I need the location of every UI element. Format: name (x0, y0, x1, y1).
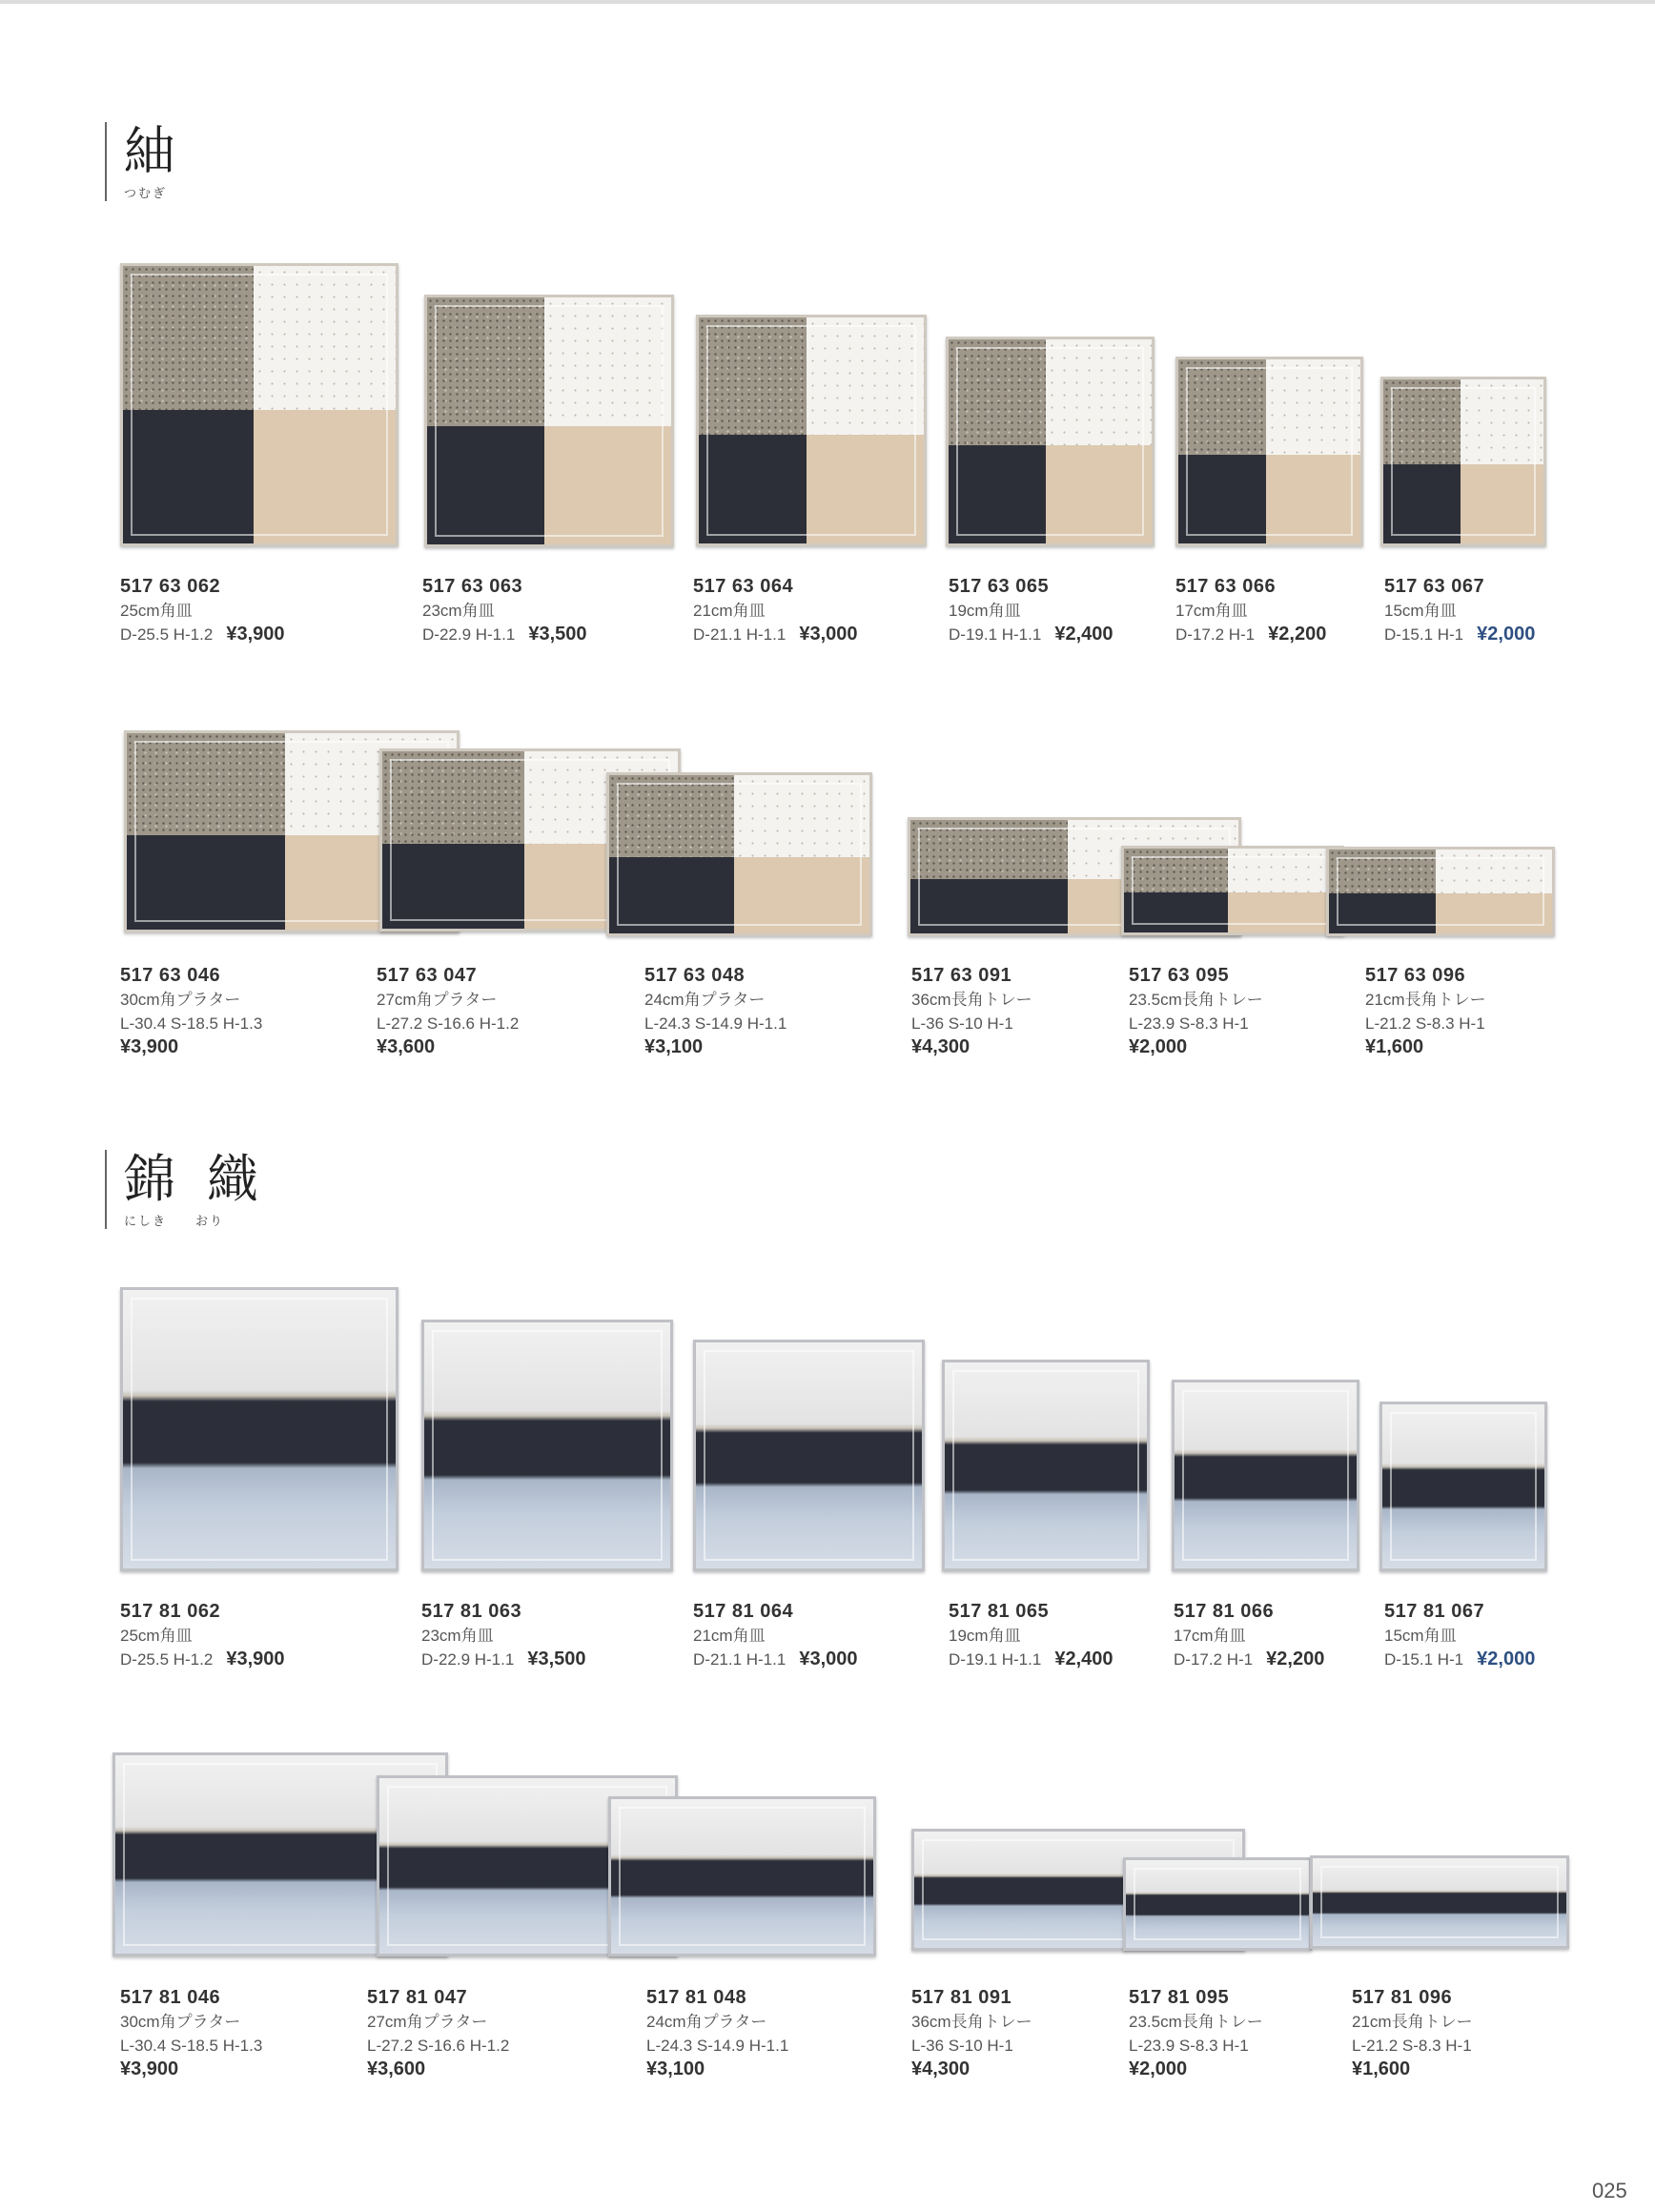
product-price: ¥3,000 (799, 1649, 858, 1669)
product-dimensions: L-21.2 S-8.3 H-1 (1365, 1014, 1485, 1033)
product-image-517-81-066 (1172, 1380, 1359, 1571)
product-name: 17cm角皿 (1174, 1627, 1246, 1645)
product-label-517-81-062 (120, 1600, 285, 1671)
top-rule (0, 0, 1655, 4)
product-label-517-63-091 (911, 964, 1032, 1059)
product-code: 517 63 064 (693, 576, 794, 597)
product-image-517-63-066 (1175, 357, 1363, 546)
product-image-517-81-067 (1379, 1402, 1547, 1571)
product-label-517-63-048 (644, 964, 787, 1059)
product-dimensions: D-21.1 H-1.1 (693, 625, 787, 644)
product-name: 30cm角プラター (120, 2013, 241, 2031)
product-code: 517 81 096 (1352, 1987, 1453, 2008)
product-price: ¥2,000 (1129, 2058, 1188, 2079)
product-label-517-63-046 (120, 964, 262, 1059)
product-dimensions: D-25.5 H-1.2 (120, 1650, 214, 1669)
product-code: 517 63 048 (644, 965, 746, 986)
product-price: ¥3,500 (527, 1649, 586, 1669)
product-code: 517 63 062 (120, 576, 221, 597)
product-dimensions: L-23.9 S-8.3 H-1 (1129, 1014, 1249, 1033)
product-code: 517 63 047 (377, 965, 478, 986)
product-name: 30cm角プラター (120, 991, 241, 1009)
product-label-517-63-065 (949, 575, 1114, 646)
product-label-517-81-064 (693, 1600, 858, 1671)
product-price: ¥2,000 (1129, 1036, 1188, 1057)
product-dimensions: L-27.2 S-16.6 H-1.2 (367, 2037, 510, 2055)
product-name: 19cm角皿 (949, 1627, 1021, 1645)
product-label-517-81-048 (646, 1986, 788, 2081)
product-dimensions: L-36 S-10 H-1 (911, 1014, 1013, 1033)
product-price: ¥3,100 (646, 2058, 705, 2079)
section-reading: にしき おり (124, 1215, 225, 1229)
product-dimensions: L-21.2 S-8.3 H-1 (1352, 2037, 1472, 2055)
product-label-517-63-066 (1175, 575, 1326, 646)
product-code: 517 81 066 (1174, 1601, 1275, 1622)
product-dimensions: D-19.1 H-1.1 (949, 625, 1042, 644)
product-name: 25cm角皿 (120, 1627, 193, 1645)
product-dimensions: L-36 S-10 H-1 (911, 2037, 1013, 2055)
product-code: 517 63 065 (949, 576, 1050, 597)
product-code: 517 63 091 (911, 965, 1012, 986)
product-price: ¥3,900 (120, 1036, 179, 1057)
product-code: 517 63 066 (1175, 576, 1277, 597)
product-label-517-63-095 (1129, 964, 1263, 1059)
product-price: ¥3,600 (377, 1036, 436, 1057)
product-image-517-63-062 (120, 263, 398, 546)
product-price: ¥3,100 (644, 1036, 704, 1057)
product-label-517-63-062 (120, 575, 285, 646)
product-code: 517 81 062 (120, 1601, 221, 1622)
product-image-517-63-065 (946, 337, 1154, 546)
product-price: ¥4,300 (911, 2058, 971, 2079)
product-dimensions: L-24.3 S-14.9 H-1.1 (644, 1014, 787, 1033)
product-code: 517 81 067 (1384, 1601, 1485, 1622)
product-code: 517 81 063 (421, 1601, 522, 1622)
product-label-517-81-091 (911, 1986, 1032, 2081)
product-image-517-81-096 (1310, 1855, 1569, 1949)
product-code: 517 63 096 (1365, 965, 1466, 986)
section-kanji: 錦 織 (124, 1149, 267, 1209)
product-name: 19cm角皿 (949, 602, 1021, 620)
product-image-517-81-062 (120, 1287, 398, 1571)
product-label-517-63-047 (377, 964, 519, 1059)
product-name: 27cm角プラター (367, 2013, 488, 2031)
product-name: 15cm角皿 (1384, 602, 1457, 620)
product-price: ¥1,600 (1352, 2058, 1411, 2079)
product-price: ¥2,000 (1477, 1649, 1536, 1669)
product-dimensions: L-23.9 S-8.3 H-1 (1129, 2037, 1249, 2055)
product-code: 517 81 095 (1129, 1987, 1230, 2008)
product-label-517-81-095 (1129, 1986, 1263, 2081)
product-image-517-63-067 (1380, 377, 1546, 546)
product-dimensions: D-15.1 H-1 (1384, 625, 1464, 644)
product-name: 15cm角皿 (1384, 1627, 1457, 1645)
product-dimensions: D-22.9 H-1.1 (421, 1650, 515, 1669)
product-code: 517 63 067 (1384, 576, 1485, 597)
product-dimensions: D-17.2 H-1 (1174, 1650, 1254, 1669)
product-label-517-81-096 (1352, 1986, 1473, 2081)
product-code: 517 81 048 (646, 1987, 747, 2008)
product-image-517-63-048 (606, 772, 872, 936)
product-price: ¥3,500 (528, 624, 587, 645)
product-label-517-81-063 (421, 1600, 586, 1671)
product-price: ¥2,200 (1268, 624, 1327, 645)
product-dimensions: L-30.4 S-18.5 H-1.3 (120, 2037, 263, 2055)
product-image-517-63-095 (1121, 846, 1344, 935)
product-name: 21cm長角トレー (1352, 2013, 1473, 2031)
product-code: 517 81 047 (367, 1987, 468, 2008)
product-image-517-63-064 (696, 315, 927, 546)
product-name: 24cm角プラター (646, 2013, 767, 2031)
product-price: ¥3,000 (799, 624, 858, 645)
product-image-517-81-065 (942, 1360, 1150, 1571)
product-name: 36cm長角トレー (911, 991, 1032, 1009)
product-name: 21cm角皿 (693, 1627, 766, 1645)
product-image-517-63-063 (424, 295, 674, 547)
product-label-517-63-096 (1365, 964, 1486, 1059)
product-label-517-63-067 (1384, 575, 1535, 646)
product-dimensions: L-27.2 S-16.6 H-1.2 (377, 1014, 520, 1033)
product-label-517-81-066 (1174, 1600, 1324, 1671)
section-title-tsumugi (105, 122, 183, 201)
product-code: 517 81 091 (911, 1987, 1012, 2008)
product-dimensions: D-25.5 H-1.2 (120, 625, 214, 644)
product-price: ¥3,900 (226, 624, 285, 645)
product-name: 24cm角プラター (644, 991, 766, 1009)
product-price: ¥2,400 (1054, 624, 1114, 645)
product-dimensions: D-22.9 H-1.1 (422, 625, 516, 644)
product-name: 23cm角皿 (422, 602, 495, 620)
product-label-517-63-064 (693, 575, 858, 646)
section-title-nishikiori (105, 1150, 266, 1229)
product-code: 517 81 064 (693, 1601, 794, 1622)
product-label-517-81-065 (949, 1600, 1114, 1671)
product-image-517-81-048 (608, 1796, 876, 1956)
product-price: ¥2,000 (1477, 624, 1536, 645)
product-name: 23.5cm長角トレー (1129, 2013, 1263, 2031)
product-price: ¥3,600 (367, 2058, 426, 2079)
product-name: 23.5cm長角トレー (1129, 991, 1263, 1009)
product-name: 36cm長角トレー (911, 2013, 1032, 2031)
product-price: ¥2,400 (1054, 1649, 1114, 1669)
page-number: 025 (1592, 2179, 1627, 2202)
product-dimensions: L-30.4 S-18.5 H-1.3 (120, 1014, 263, 1033)
product-label-517-63-063 (422, 575, 587, 646)
product-image-517-63-096 (1326, 847, 1555, 936)
product-dimensions: D-19.1 H-1.1 (949, 1650, 1042, 1669)
product-code: 517 63 063 (422, 576, 523, 597)
product-dimensions: L-24.3 S-14.9 H-1.1 (646, 2037, 789, 2055)
product-dimensions: D-21.1 H-1.1 (693, 1650, 787, 1669)
product-code: 517 81 046 (120, 1987, 221, 2008)
section-kanji: 紬 (124, 121, 183, 181)
product-code: 517 63 046 (120, 965, 221, 986)
product-name: 21cm長角トレー (1365, 991, 1486, 1009)
product-image-517-81-095 (1123, 1857, 1312, 1951)
product-label-517-81-067 (1384, 1600, 1535, 1671)
product-label-517-81-047 (367, 1986, 509, 2081)
product-image-517-81-063 (421, 1320, 673, 1571)
product-label-517-81-046 (120, 1986, 262, 2081)
product-name: 17cm角皿 (1175, 602, 1248, 620)
product-code: 517 63 095 (1129, 965, 1230, 986)
section-reading: つむぎ (124, 187, 168, 201)
product-price: ¥1,600 (1365, 1036, 1424, 1057)
product-price: ¥3,900 (120, 2058, 179, 2079)
product-image-517-81-064 (693, 1340, 925, 1571)
product-dimensions: D-17.2 H-1 (1175, 625, 1256, 644)
product-price: ¥4,300 (911, 1036, 971, 1057)
product-name: 27cm角プラター (377, 991, 498, 1009)
product-code: 517 81 065 (949, 1601, 1050, 1622)
product-name: 23cm角皿 (421, 1627, 494, 1645)
product-price: ¥3,900 (226, 1649, 285, 1669)
product-name: 25cm角皿 (120, 602, 193, 620)
product-price: ¥2,200 (1266, 1649, 1325, 1669)
product-name: 21cm角皿 (693, 602, 766, 620)
product-dimensions: D-15.1 H-1 (1384, 1650, 1464, 1669)
